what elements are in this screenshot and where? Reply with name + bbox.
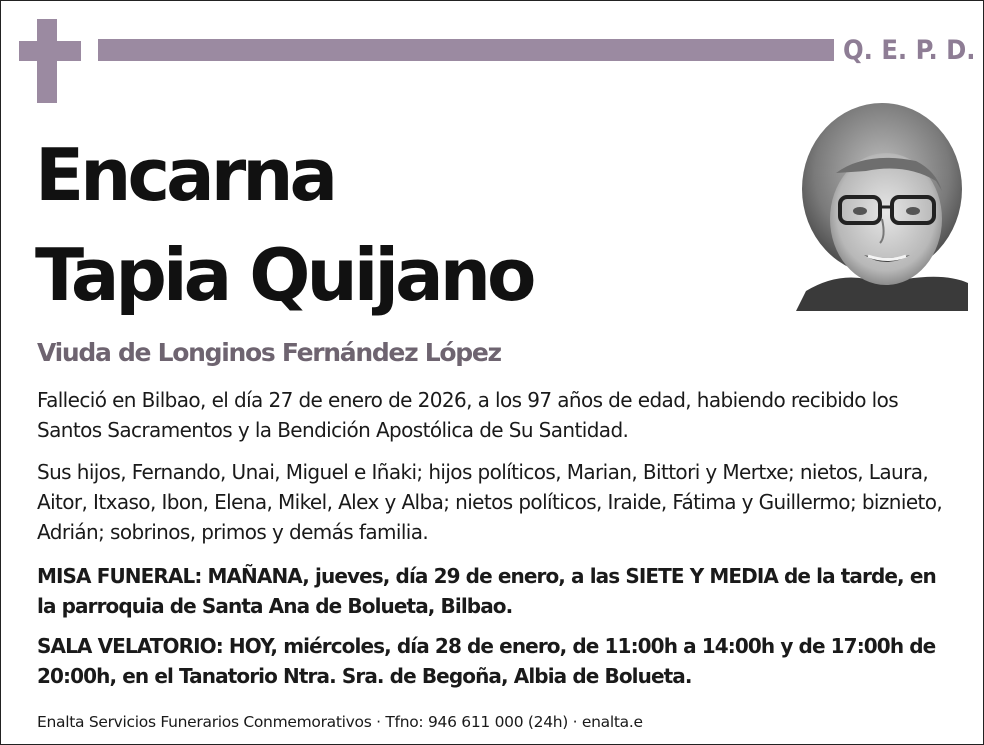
cross-icon: [37, 19, 57, 103]
death-notice-paragraph: Falleció en Bilbao, el día 27 de enero de 2026, a los 97 años de edad, habiendo recibido los Santos Sacramentos y la Bendición Apostólica de Su Santidad.: [37, 388, 899, 442]
header-rule: [98, 39, 834, 61]
widow-of-subtitle: Viuda de Longinos Fernández López: [37, 338, 501, 367]
surnames: Tapia Quijano: [35, 233, 533, 317]
qepd-label: Q. E. P. D.: [843, 35, 976, 66]
family-paragraph: Sus hijos, Fernando, Unai, Miguel e Iñaki; hijos políticos, Marian, Bittori y Mertxe; nietos, Laura, Aitor, Itxaso, Ibon, Elena, Mikel, Alex y Alba; nietos políticos, Iraide, Fátima y Guillermo; biznieto, Adrián; sobrinos, primos y demás familia.: [37, 460, 943, 544]
wake-room-paragraph: SALA VELATORIO: HOY, miércoles, día 28 de enero, de 11:00h a 14:00h y de 17:00h de 20:00h, en el Tanatorio Ntra. Sra. de Begoña, Albia de Bolueta.: [37, 634, 936, 688]
funeral-mass-paragraph: MISA FUNERAL: MAÑANA, jueves, día 29 de enero, a las SIETE Y MEDIA de la tarde, en la parroquia de Santa Ana de Bolueta, Bilbao.: [37, 564, 936, 618]
first-name: Encarna: [35, 133, 335, 217]
funeral-home-footer: Enalta Servicios Funerarios Conmemorativos · Tfno: 946 611 000 (24h) · enalta.e: [37, 713, 643, 731]
portrait-photo: [796, 101, 968, 311]
cross-icon-bar: [19, 41, 81, 61]
